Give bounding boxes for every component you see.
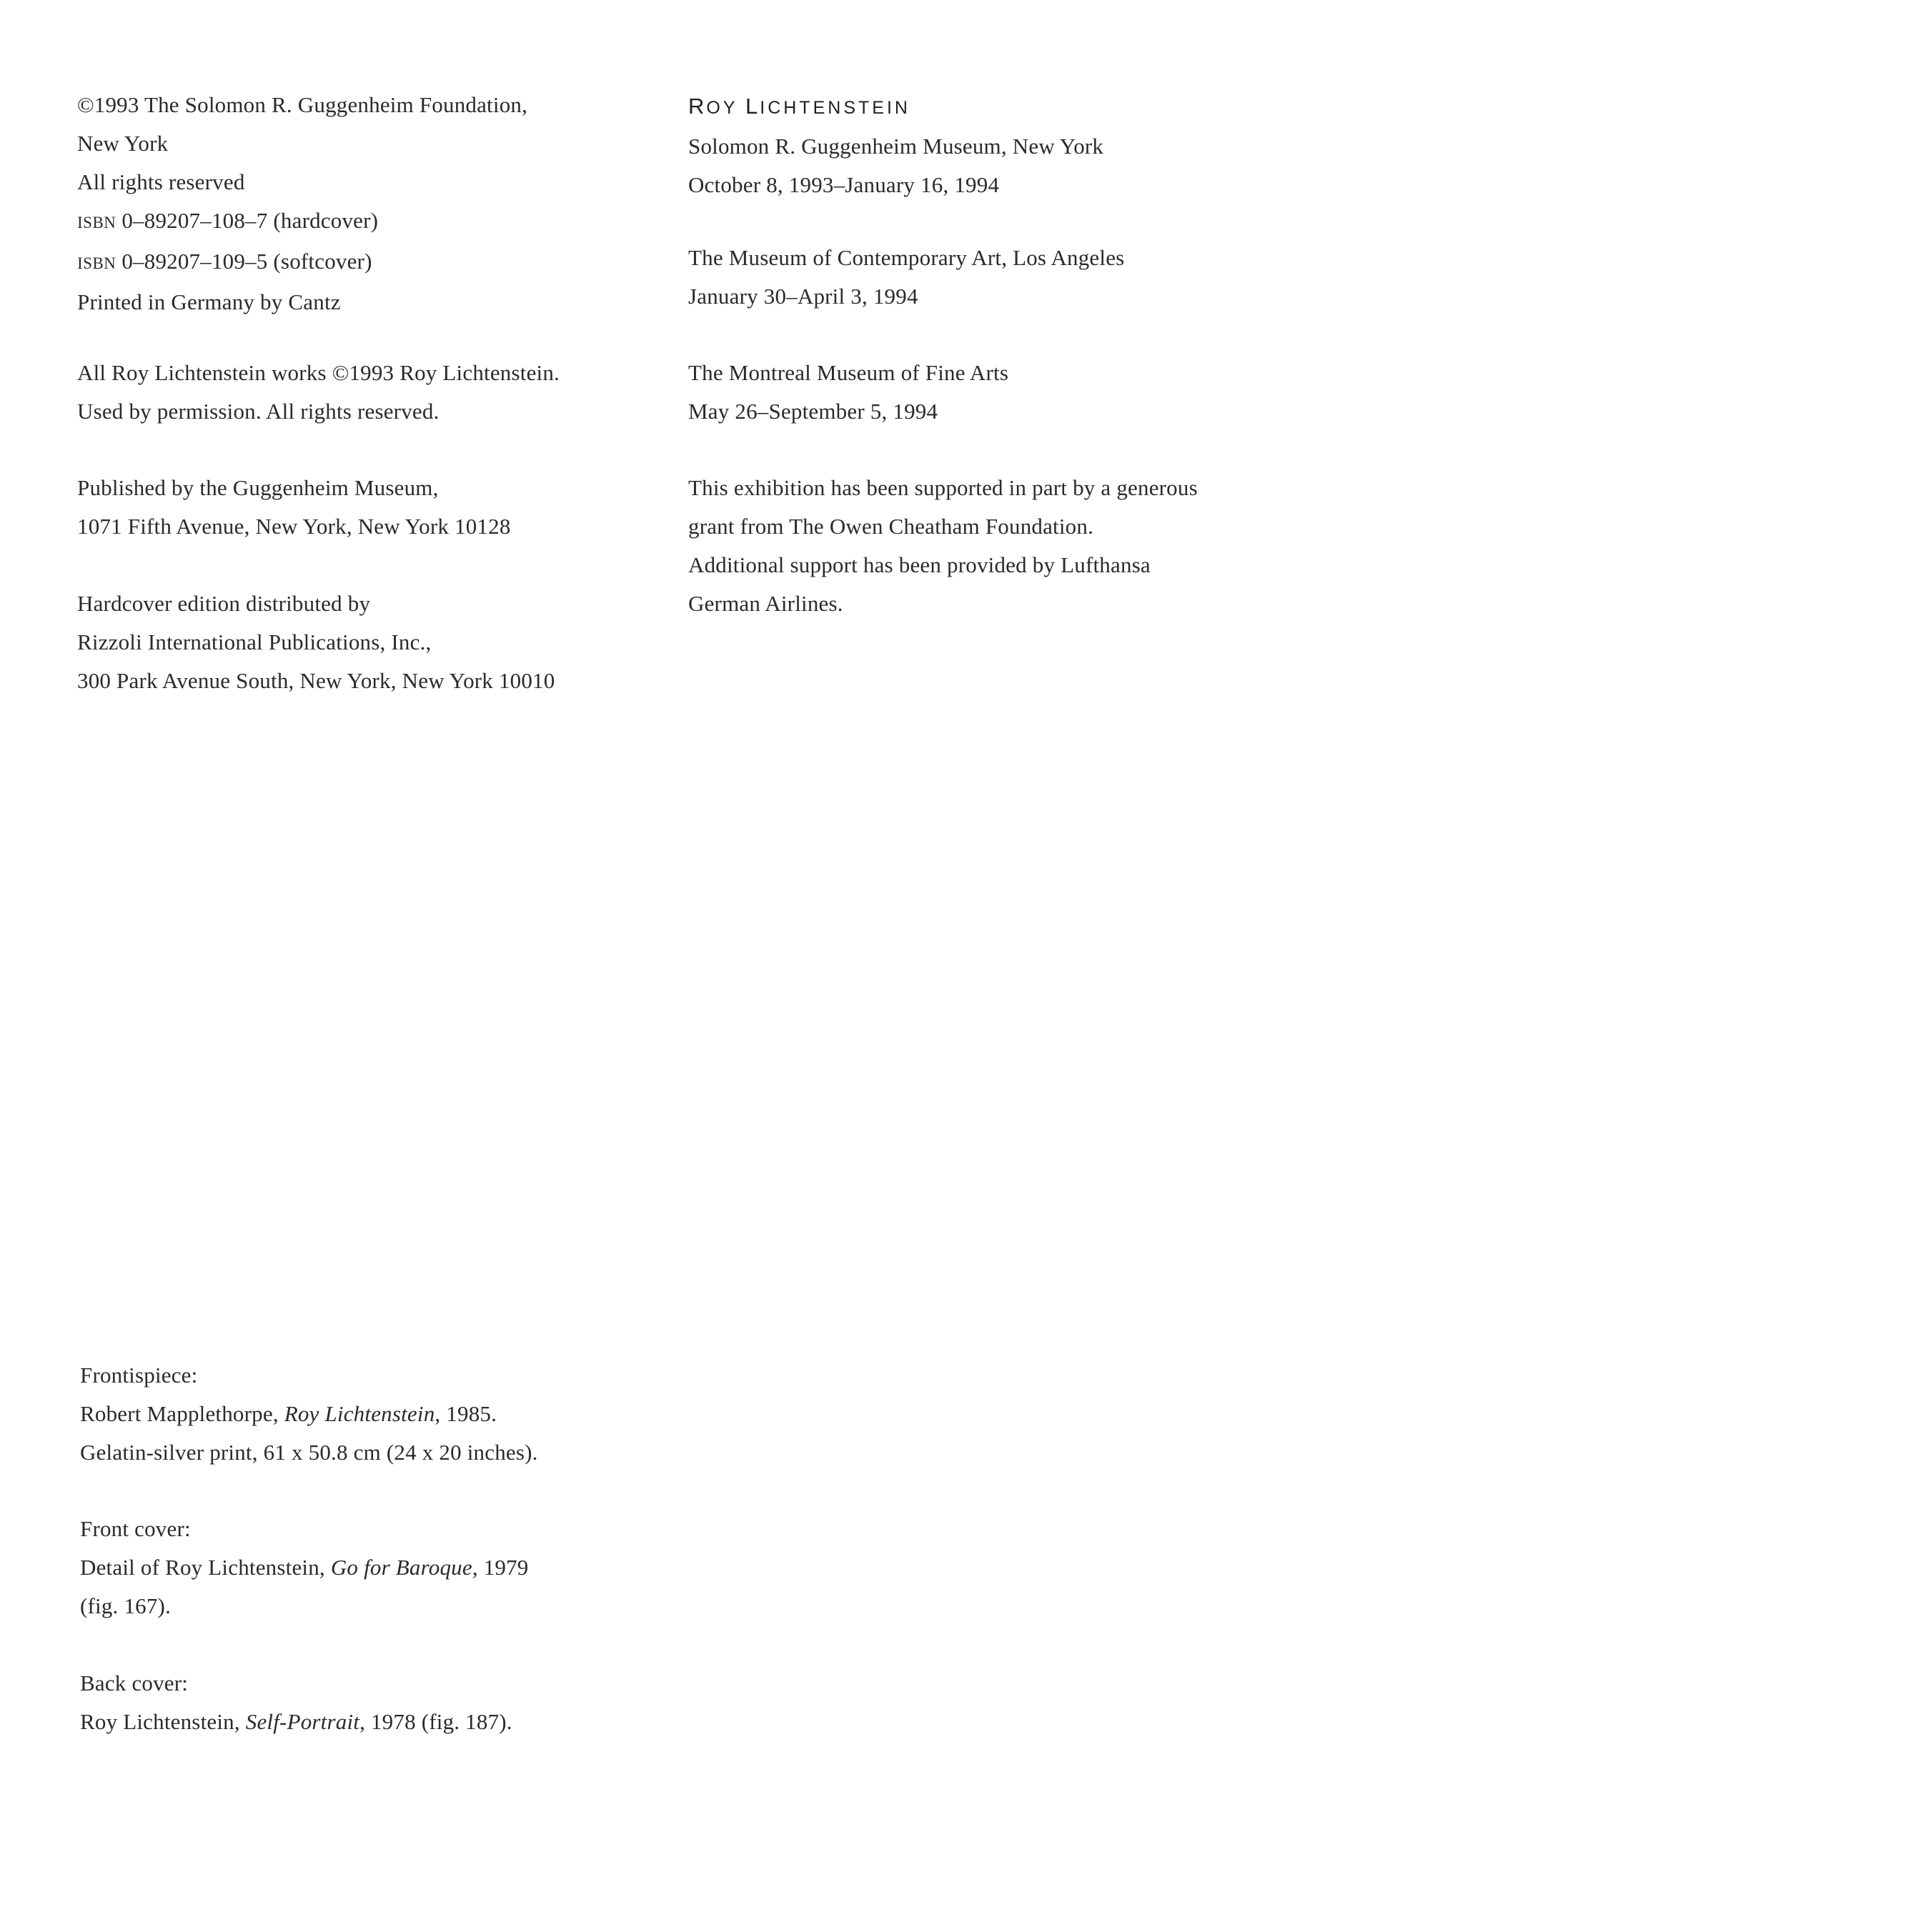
permissions-line-2: Used by permission. All rights reserved. <box>77 399 440 424</box>
frontispiece-heading: Frontispiece: <box>80 1363 198 1388</box>
publisher-address: 1071 Fifth Avenue, New York, New York 10128 <box>77 514 511 539</box>
permissions-block <box>77 354 560 431</box>
venue-2-name: The Museum of Contemporary Art, Los Angeles <box>688 245 1125 270</box>
back-cover-credit <box>80 1664 512 1741</box>
front-cover-work-title: Go for Baroque <box>330 1555 472 1580</box>
venue-2-block <box>688 239 1124 316</box>
back-cover-line-1: Roy Lichtenstein, Self-Portrait, 1978 (fig. 187). <box>80 1709 512 1734</box>
venue-3-block <box>688 354 1008 431</box>
front-cover-line-2: (fig. 167). <box>80 1593 172 1618</box>
isbn-label: ISBN <box>77 214 116 231</box>
isbn-hardcover <box>77 201 527 242</box>
support-block <box>688 469 1198 623</box>
isbn-softcover <box>77 242 527 283</box>
distributor-line-1: Hardcover edition distributed by <box>77 591 371 616</box>
copyright-block <box>77 86 527 322</box>
copyright-line: ©1993 The Solomon R. Guggenheim Foundation, <box>77 92 528 117</box>
venue-3-dates: May 26–September 5, 1994 <box>688 399 938 424</box>
copyright-city: New York <box>77 131 169 156</box>
support-line-3: Additional support has been provided by Lufthansa <box>688 552 1151 577</box>
front-cover-credit <box>80 1510 529 1625</box>
frontispiece-work-title: Roy Lichtenstein <box>284 1401 435 1426</box>
exhibition-block <box>688 87 1103 204</box>
frontispiece-line-1: Robert Mapplethorpe, Roy Lichtenstein, 1985. <box>80 1401 497 1426</box>
support-line-2: grant from The Owen Cheatham Foundation. <box>688 514 1094 539</box>
isbn-hardcover-number: 0–89207–108–7 (hardcover) <box>116 208 379 233</box>
venue-1-dates: October 8, 1993–January 16, 1994 <box>688 172 1000 197</box>
support-line-4: German Airlines. <box>688 591 843 616</box>
back-cover-heading: Back cover: <box>80 1670 189 1696</box>
distributor-block <box>77 584 555 700</box>
permissions-line-1: All Roy Lichtenstein works ©1993 Roy Lichtenstein. <box>77 360 560 385</box>
printer-line: Printed in Germany by Cantz <box>77 289 341 314</box>
publisher-line-1: Published by the Guggenheim Museum, <box>77 475 439 500</box>
front-cover-heading: Front cover: <box>80 1516 191 1541</box>
back-cover-work-title: Self-Portrait <box>245 1709 360 1734</box>
venue-1-name: Solomon R. Guggenheim Museum, New York <box>688 134 1104 159</box>
publisher-block <box>77 469 511 546</box>
frontispiece-credit <box>80 1356 538 1472</box>
exhibition-title: ROY LICHTENSTEIN <box>688 94 910 119</box>
support-line-1: This exhibition has been supported in part by a generous <box>688 475 1198 500</box>
venue-2-dates: January 30–April 3, 1994 <box>688 284 918 309</box>
isbn-softcover-number: 0–89207–109–5 (softcover) <box>116 249 372 274</box>
rights-reserved: All rights reserved <box>77 169 245 194</box>
isbn-label: ISBN <box>77 254 116 272</box>
frontispiece-line-2: Gelatin-silver print, 61 x 50.8 cm (24 x 20 inches). <box>80 1440 538 1465</box>
distributor-name: Rizzoli International Publications, Inc., <box>77 629 432 654</box>
distributor-address: 300 Park Avenue South, New York, New York 10010 <box>77 668 555 693</box>
front-cover-line-1: Detail of Roy Lichtenstein, Go for Baroque, 1979 <box>80 1555 529 1580</box>
venue-3-name: The Montreal Museum of Fine Arts <box>688 360 1009 385</box>
